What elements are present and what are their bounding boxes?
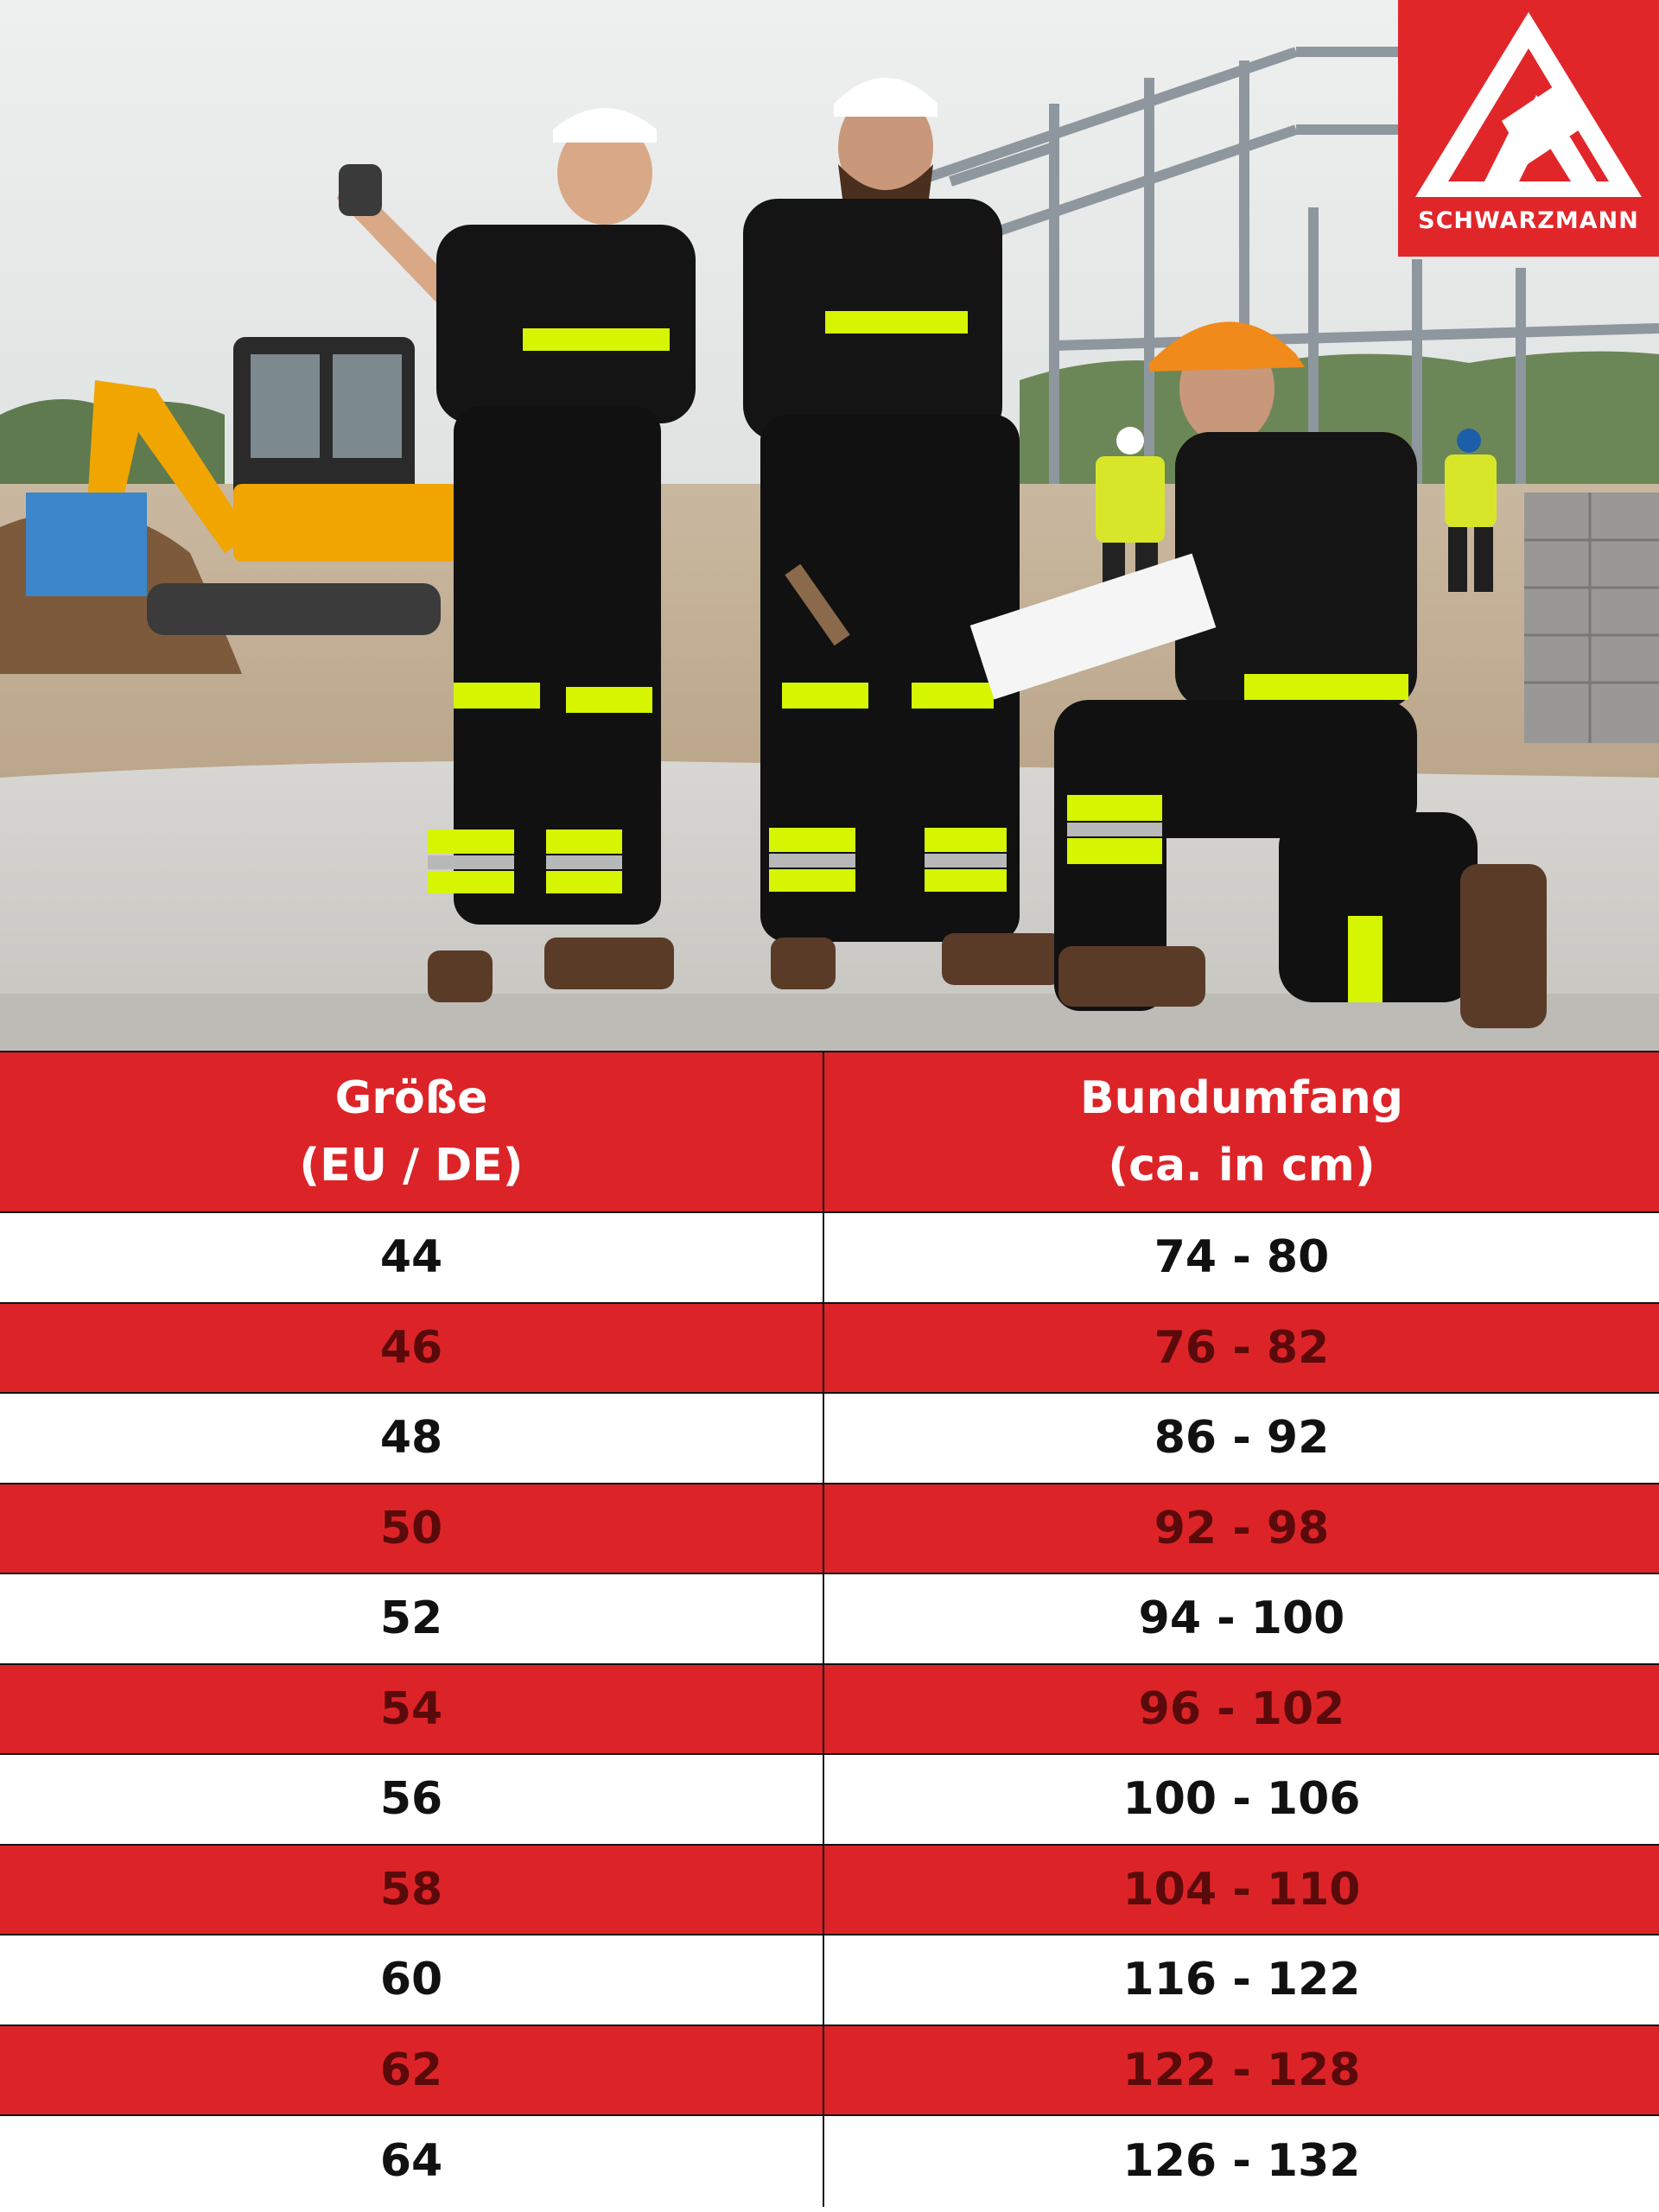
table-row — [0, 1484, 1659, 1575]
header-waist-line1: Bundumfang — [1079, 1072, 1404, 1124]
size-cell: 58 — [0, 1846, 824, 1935]
size-cell: 44 — [0, 1213, 824, 1302]
table-row — [0, 2116, 1659, 2207]
header-size — [0, 1052, 824, 1211]
size-cell: 56 — [0, 1755, 824, 1844]
waist-cell: 116 - 122 — [1122, 1954, 1361, 2006]
size-cell: 64 — [0, 2116, 824, 2207]
waist-cell: 126 - 132 — [1122, 2135, 1361, 2188]
table-row — [0, 1574, 1659, 1665]
table-row — [0, 1846, 1659, 1936]
brand-logo — [1398, 0, 1659, 257]
waist-cell: 74 - 80 — [1154, 1231, 1330, 1284]
table-header-row — [0, 1052, 1659, 1213]
header-waist — [824, 1052, 1659, 1211]
block-wall — [1524, 493, 1659, 743]
table-row — [0, 1394, 1659, 1484]
size-cell: 62 — [0, 2026, 824, 2115]
header-size-line2: (EU / DE) — [299, 1140, 524, 1192]
table-row — [0, 1304, 1659, 1395]
table-row — [0, 1665, 1659, 1756]
waist-cell: 92 - 98 — [1154, 1502, 1330, 1554]
table-row — [0, 1755, 1659, 1846]
size-cell: 60 — [0, 1936, 824, 2024]
header-waist-line2: (ca. in cm) — [1108, 1140, 1376, 1192]
waist-cell: 94 - 100 — [1138, 1592, 1345, 1645]
table-row — [0, 2026, 1659, 2117]
waist-cell: 100 - 106 — [1122, 1773, 1361, 1826]
table-row — [0, 1936, 1659, 2026]
table-row — [0, 1213, 1659, 1304]
brand-name: SCHWARZMANN — [1418, 207, 1639, 234]
header-size-line1: Größe — [334, 1072, 488, 1124]
waist-cell: 76 - 82 — [1154, 1321, 1330, 1374]
size-cell: 50 — [0, 1484, 824, 1573]
hero-photo — [0, 0, 1659, 1051]
size-cell: 54 — [0, 1665, 824, 1754]
size-cell: 46 — [0, 1304, 824, 1393]
waist-cell: 104 - 110 — [1122, 1863, 1361, 1916]
waist-cell: 96 - 102 — [1138, 1682, 1345, 1735]
waist-cell: 86 - 92 — [1154, 1412, 1330, 1465]
size-table — [0, 1051, 1659, 2212]
size-cell: 52 — [0, 1574, 824, 1663]
size-cell: 48 — [0, 1394, 824, 1483]
waist-cell: 122 - 128 — [1122, 2044, 1361, 2096]
